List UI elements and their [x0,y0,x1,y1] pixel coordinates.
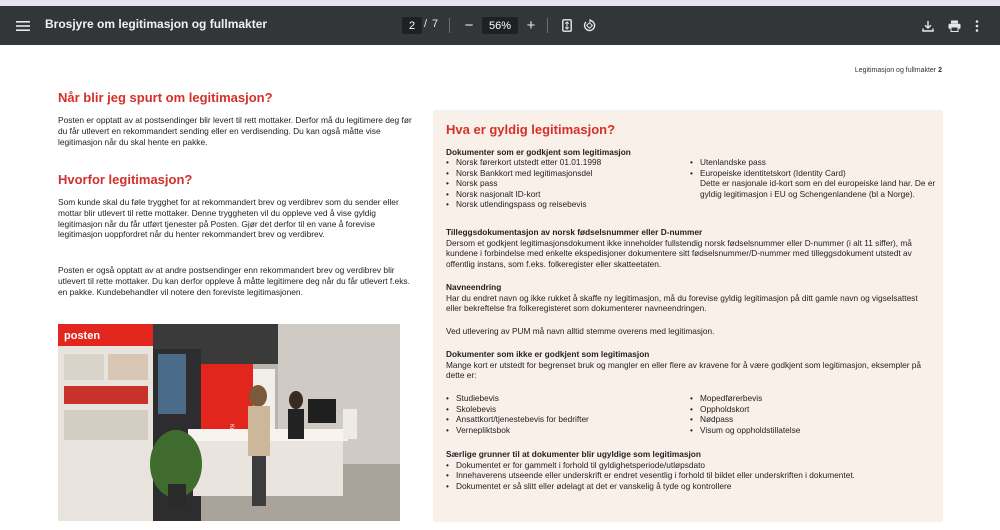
running-header: Legitimasjon og fullmakter 2 [854,67,942,74]
list-item: • Skolebevis [446,404,686,415]
list-item: • Utenlandske pass [690,157,938,168]
page-separator: / [424,18,428,30]
name-change-section [446,282,926,314]
toolbar-divider [547,18,548,33]
pdf-toolbar [0,6,1000,45]
heading-valid-id: Hva er gyldig legitimasjon? [446,122,616,137]
toolbar-divider [449,18,450,33]
menu-icon [16,20,30,32]
document-title: Brosjyre om legitimasjon og fullmakter [45,17,268,31]
not-approved-list [446,393,686,435]
list-item: • Dokumentet er for gammelt i forhold til gyldighetsperiode/utløpsdato [446,460,936,471]
menu-button[interactable] [12,15,34,37]
paragraph-when-asked: Posten er opptatt av at postsendinger blir levert til rett mottaker. Derfor må du legitimere deg før du får utlevert en rekommandert sending eller en verdisending. Du kan også måtte vise legitimasjon når du skal hente en pakke. [58,115,412,147]
list-item: • Visum og oppholdstillatelse [690,425,930,436]
print-button[interactable] [945,16,963,35]
list-item: • Ansattkort/tjenestebevis for bedrifter [446,414,686,425]
section-text: Mange kort er utstedt for begrenset bruk og mangler en eller flere av kravene for å være godkjent som legitimasjon, eksempler på dette er: [446,359,922,381]
list-item: • Nødpass [690,414,930,425]
invalid-reasons-section [446,449,936,491]
list-item: • Norsk utlendingspass og reisebevis [446,199,686,210]
rotate-icon [583,19,596,32]
list-item: • Norsk Bankkort med legitimasjonsdel [446,168,686,179]
list-item: • Europeiske identitetskort (Identity Card) [690,168,938,179]
heading-when-asked: Når blir jeg spurt om legitimasjon? [58,90,273,105]
heading-why-identification: Hvorfor legitimasjon? [58,172,193,187]
download-button[interactable] [919,16,937,35]
more-vert-icon [975,20,979,32]
list-item: • Vernepliktsbok [446,425,686,436]
svg-text:posten: posten [64,330,101,342]
list-item: • Mopedførerbevis [690,393,930,404]
paragraph-why-2: Posten er også opptatt av at andre postsendinger enn rekommandert brev og verdibrev blir utlevert til rette mottaker. Du kan derfor oppleve å måtte legitimere deg når du får utlevert f.eks. en pakke. Kundebehandler vil notere den foreviste legitimasjonen. [58,265,410,297]
zoom-in-button[interactable]: + [526,17,536,34]
list-item: • Innehaverens utseende eller underskrift er endret vesentlig i forhold til bildet eller underskriften i dokumentet. [446,470,936,481]
section-title: Dokumenter som ikke er godkjent som legitimasjon [446,349,650,359]
more-options-button[interactable] [970,16,984,35]
supplementary-docs-section [446,227,926,269]
section-text: Har du endret navn og ikke rukket å skaffe ny legitimasjon, må du forevise gyldig legitimasjon på ditt gamle navn og vigselsattest eller bekreftelse fra folkeregisteret som dokumenterer navneendringen. [446,292,918,314]
approved-docs-list-2 [690,157,938,199]
paragraph-why-1: Som kunde skal du føle trygghet for at rekommandert brev og verdibrev som du sender eller mottar blir utlevert til rette mottaker. Denne tryggheten vil du oppleve ved å vise gyldig legitimasjon når du får utført tjenester på Posten. Gjør det derfor til en vane å forevise legitimasjon uoppfordret når du henter rekommandert brev og verdibrev. [58,197,399,240]
fit-page-button[interactable] [558,16,576,35]
approved-docs-list [446,157,686,210]
pum-note: Ved utlevering av PUM må navn alltid stemme overens med legitimasjon. [446,326,715,336]
list-item: • Oppholdskort [690,404,930,415]
section-title: Navneendring [446,282,502,292]
print-icon [948,20,961,32]
list-item: • Norsk nasjonalt ID-kort [446,189,686,200]
total-pages: 7 [432,18,439,30]
download-icon [922,20,934,32]
zoom-out-button[interactable]: − [464,17,474,34]
approved-docs-title: Dokumenter som er godkjent som legitimasjon [446,147,631,157]
section-title: Tilleggsdokumentasjon av norsk fødselsnummer eller D-nummer [446,227,703,237]
zoom-input[interactable]: 56% [482,17,518,34]
not-approved-list-2 [690,393,930,435]
list-item: • Norsk pass [446,178,686,189]
section-text: Dersom et godkjent legitimasjonsdokument ikke inneholder fullstendig norsk fødselsnummer eller D-nummer (i alt 11 siffer), må kundene i forbindelse med enkelte ekspedisjoner dokumentere sitt fødselsnummer/D-nummer med tilleggsdokument utstedt av offentlig instans, som f.eks. folkeregister eller skatteetaten. [446,237,912,269]
list-item: • Norsk førerkort utstedt etter 01.01.1998 [446,157,686,168]
section-title: Særlige grunner til at dokumenter blir ugyldige som legitimasjon [446,449,701,459]
list-item: • Studiebevis [446,393,686,404]
post-office-photo [58,324,400,521]
rotate-button[interactable] [580,16,598,35]
page-number-input[interactable]: 2 [402,17,422,34]
list-item-note: Dette er nasjonale id-kort som en del europeiske land har. De er gyldig legitimasjon i EU og Schengenlandene (bl a Norge). [700,178,936,199]
fit-page-icon [562,19,572,32]
not-approved-section [446,349,926,381]
list-item: • Dokumentet er så slitt eller ødelagt at det er vanskelig å tyde og kontrollere [446,481,936,492]
